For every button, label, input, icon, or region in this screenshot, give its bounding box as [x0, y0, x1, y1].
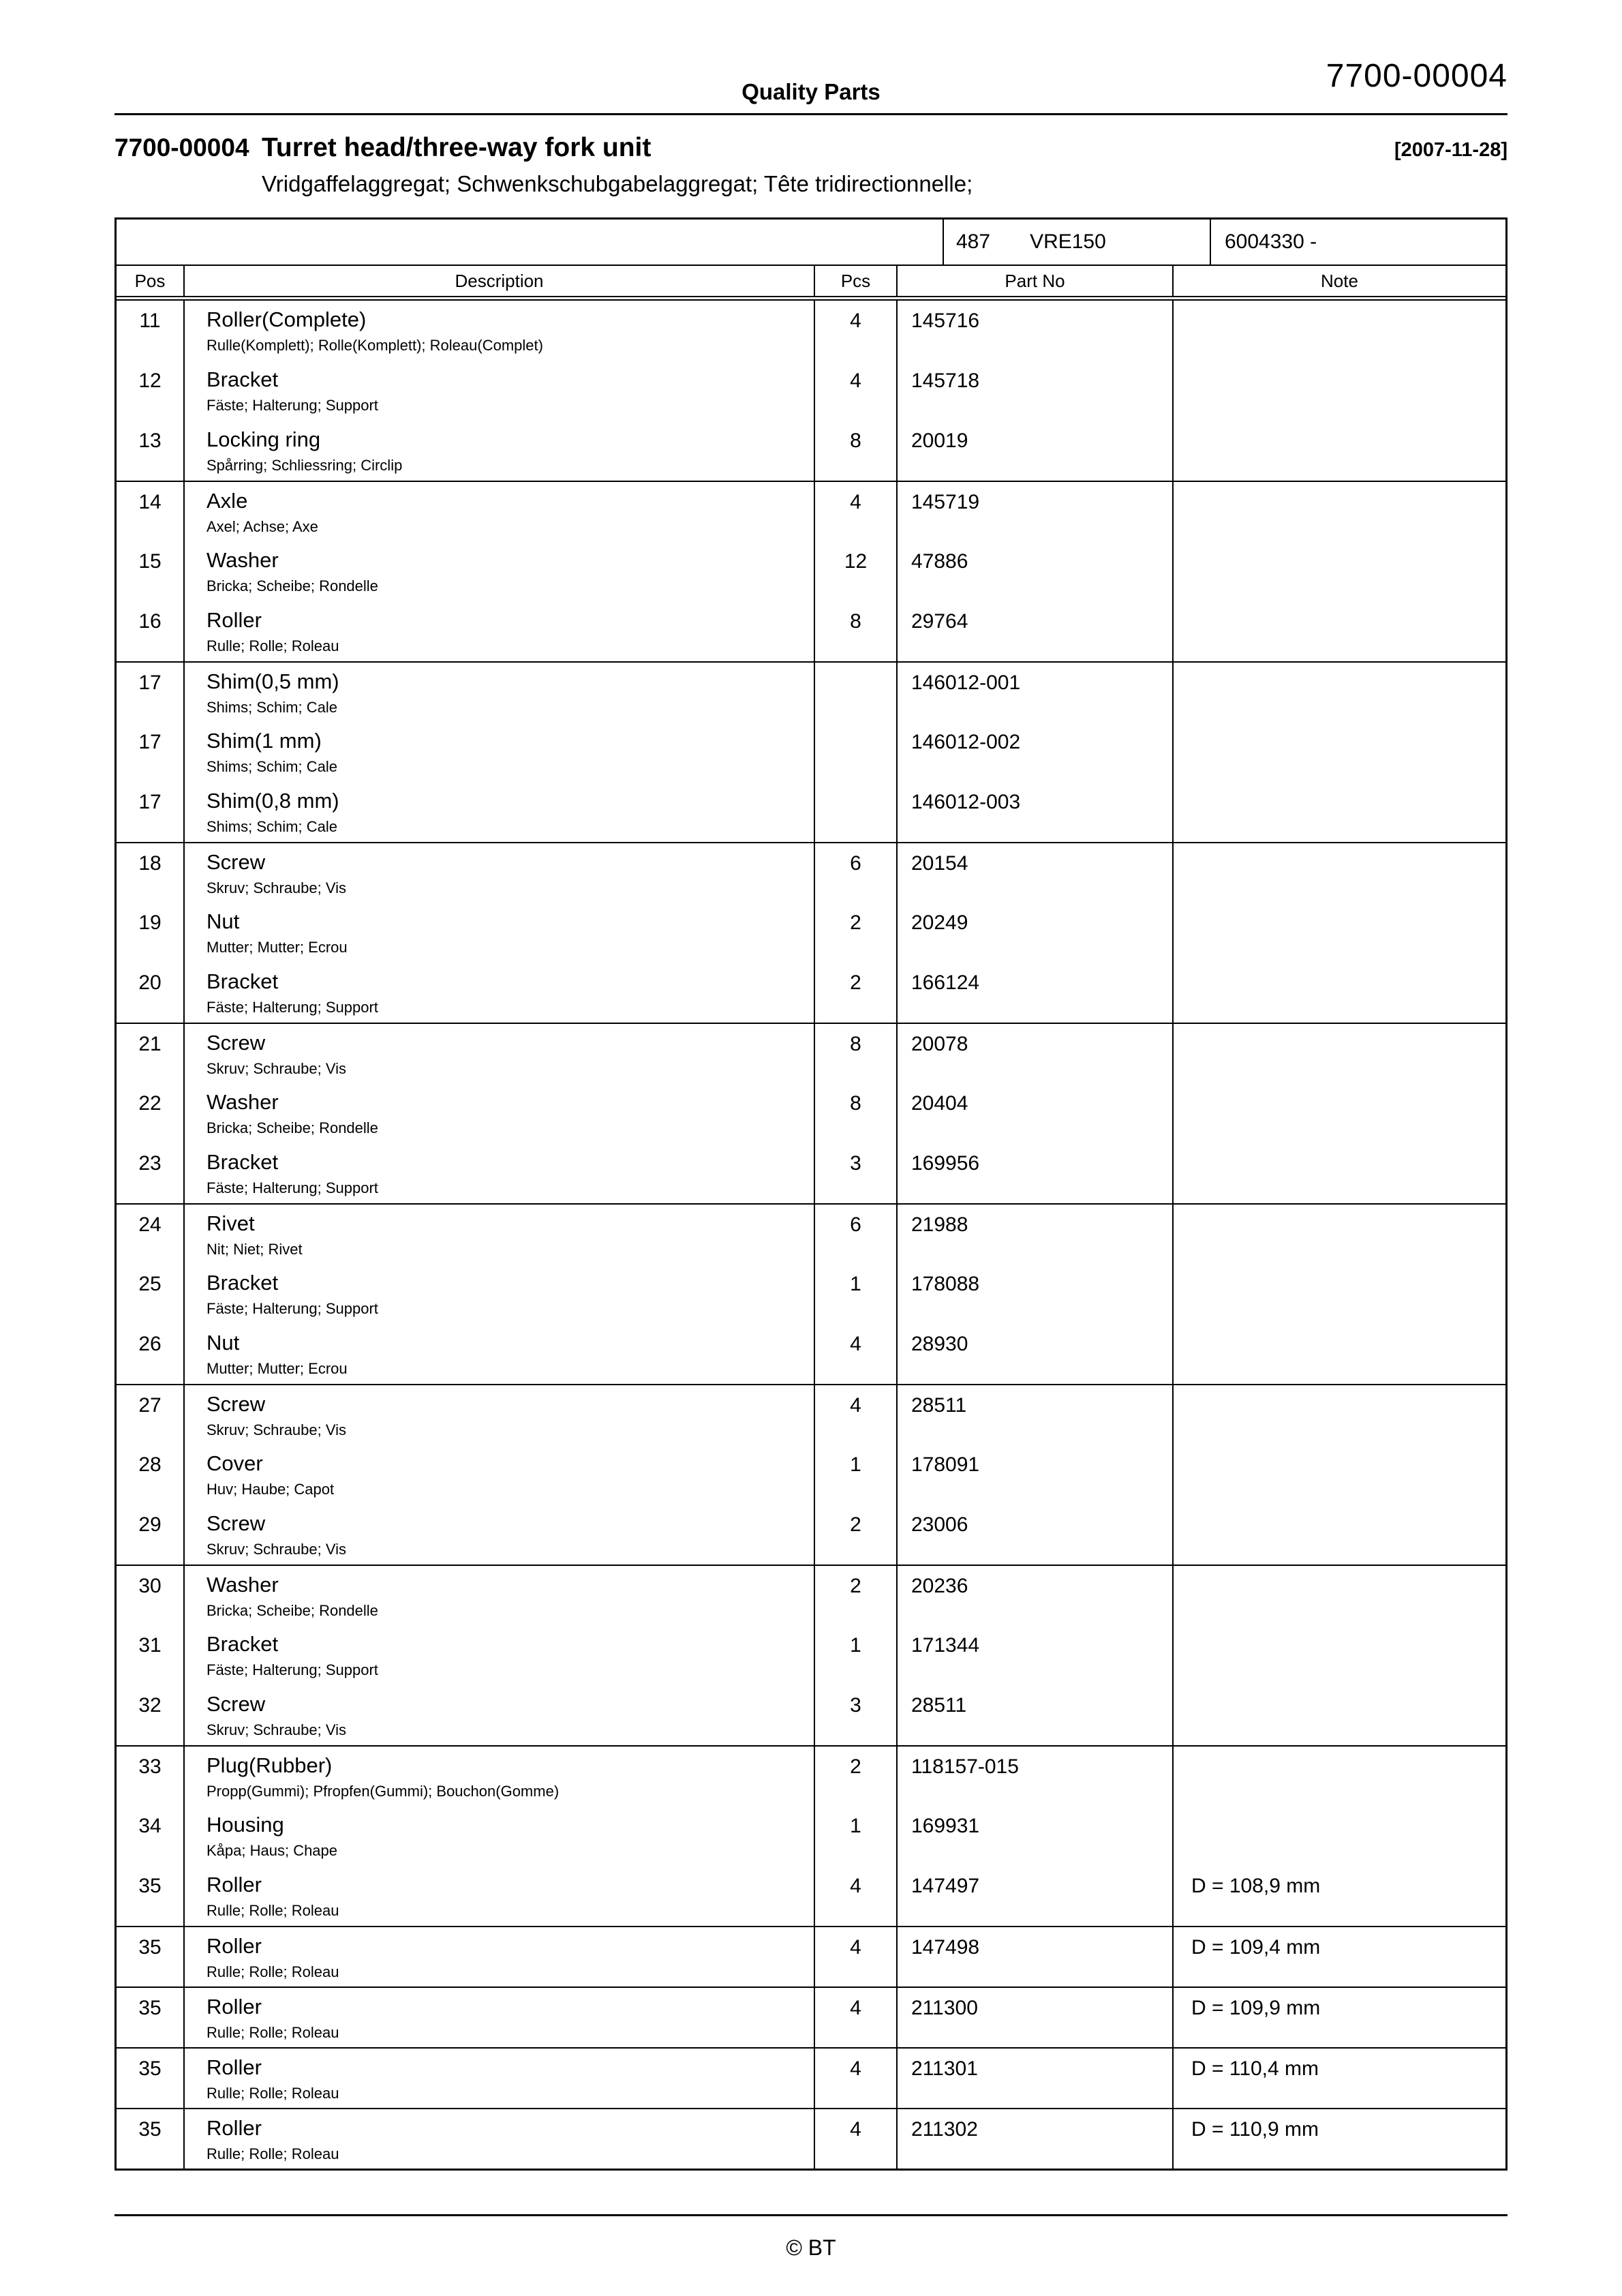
part-name-translations: Kåpa; Haus; Chape — [206, 1842, 338, 1859]
pos-cell: 35 — [117, 1866, 185, 1926]
part-name-translations: Skruv; Schraube; Vis — [206, 879, 347, 896]
pcs-cell: 2 — [815, 903, 898, 963]
model-code: 487 — [956, 230, 991, 253]
pos-cell: 23 — [117, 1143, 185, 1203]
pcs-cell: 8 — [815, 1024, 898, 1083]
table-row — [117, 963, 1505, 1023]
model-name: VRE150 — [1030, 230, 1106, 253]
header-divider — [114, 113, 1508, 115]
note-cell: D = 108,9 mm — [1191, 1875, 1321, 1897]
description-cell — [185, 601, 815, 661]
pos-cell: 13 — [117, 421, 185, 481]
description-cell — [185, 2109, 815, 2169]
part-name-translations: Skruv; Schraube; Vis — [206, 1721, 347, 1738]
pos-cell: 17 — [117, 722, 185, 782]
description-cell — [185, 1143, 815, 1203]
pcs-cell: 4 — [815, 1927, 898, 1987]
part-name: Plug(Rubber) — [206, 1753, 333, 1777]
pcs-cell: 2 — [815, 1747, 898, 1806]
pcs-cell: 4 — [815, 1866, 898, 1926]
partno-cell: 211302 — [898, 2109, 1174, 2169]
pcs-cell: 12 — [815, 541, 898, 601]
part-name-translations: Rulle; Rolle; Roleau — [206, 2145, 339, 2162]
part-name: Washer — [206, 548, 279, 572]
pos-cell: 34 — [117, 1806, 185, 1866]
note-cell — [1174, 1505, 1505, 1565]
pcs-cell: 1 — [815, 1264, 898, 1324]
note-cell — [1174, 903, 1505, 963]
table-row — [117, 601, 1505, 661]
table-row — [117, 1926, 1505, 1987]
footer-copyright: © BT — [786, 2235, 836, 2260]
table-row — [117, 1866, 1505, 1926]
footer-divider — [114, 2214, 1508, 2216]
part-name-translations: Fäste; Halterung; Support — [206, 1300, 378, 1317]
part-name-translations: Fäste; Halterung; Support — [206, 1179, 378, 1196]
description-cell — [185, 1205, 815, 1264]
table-row — [117, 2108, 1505, 2169]
part-name: Locking ring — [206, 427, 321, 451]
part-name: Nut — [206, 1331, 240, 1355]
pcs-cell: 8 — [815, 421, 898, 481]
part-name: Screw — [206, 1511, 266, 1535]
part-name: Shim(0,8 mm) — [206, 789, 339, 813]
pcs-cell: 4 — [815, 1324, 898, 1384]
pos-cell: 11 — [117, 301, 185, 361]
table-row — [117, 1203, 1505, 1264]
part-name-translations: Nit; Niet; Rivet — [206, 1241, 303, 1258]
partno-cell: 20404 — [898, 1083, 1174, 1143]
part-name: Screw — [206, 1692, 266, 1716]
part-name-translations: Huv; Haube; Capot — [206, 1481, 335, 1498]
part-name-translations: Bricka; Scheibe; Rondelle — [206, 577, 378, 594]
meta-blank-cell — [117, 220, 943, 265]
pos-cell: 17 — [117, 663, 185, 722]
description-cell — [185, 1264, 815, 1324]
partno-cell: 147497 — [898, 1866, 1174, 1926]
part-name-translations: Fäste; Halterung; Support — [206, 1661, 378, 1678]
description-cell — [185, 663, 815, 722]
description-cell — [185, 722, 815, 782]
partno-cell: 20236 — [898, 1566, 1174, 1625]
description-cell — [185, 1324, 815, 1384]
description-cell — [185, 421, 815, 481]
description-cell — [185, 1866, 815, 1926]
pos-cell: 29 — [117, 1505, 185, 1565]
table-row — [117, 1806, 1505, 1866]
partno-cell: 20019 — [898, 421, 1174, 481]
description-cell — [185, 1445, 815, 1505]
description-cell — [185, 1747, 815, 1806]
pcs-cell: 8 — [815, 601, 898, 661]
note-cell — [1174, 843, 1505, 903]
table-row — [117, 1625, 1505, 1685]
part-name-translations: Propp(Gummi); Pfropfen(Gummi); Bouchon(Gomme) — [206, 1783, 560, 1800]
partno-cell: 23006 — [898, 1505, 1174, 1565]
part-name-translations: Rulle; Rolle; Roleau — [206, 637, 339, 654]
part-name: Roller — [206, 1873, 262, 1897]
pcs-cell: 1 — [815, 1806, 898, 1866]
part-name-translations: Mutter; Mutter; Ecrou — [206, 939, 348, 956]
part-name: Bracket — [206, 1150, 279, 1174]
note-cell — [1174, 1445, 1505, 1505]
part-name: Washer — [206, 1573, 279, 1597]
pos-cell: 27 — [117, 1385, 185, 1445]
note-cell — [1174, 1205, 1505, 1264]
note-cell — [1174, 782, 1505, 842]
table-row — [117, 1987, 1505, 2047]
partno-cell: 147498 — [898, 1927, 1174, 1987]
description-cell — [185, 2049, 815, 2108]
table-row — [117, 1264, 1505, 1324]
note-cell — [1174, 663, 1505, 722]
partno-cell: 171344 — [898, 1625, 1174, 1685]
description-cell — [185, 1385, 815, 1445]
part-name: Bracket — [206, 1271, 279, 1295]
table-row — [117, 421, 1505, 481]
part-name-translations: Skruv; Schraube; Vis — [206, 1421, 347, 1438]
table-row — [117, 903, 1505, 963]
table-row — [117, 481, 1505, 541]
part-name: Roller — [206, 608, 262, 632]
note-cell — [1174, 1685, 1505, 1745]
pcs-cell: 2 — [815, 1505, 898, 1565]
part-name: Bracket — [206, 969, 279, 993]
part-name: Roller — [206, 1995, 262, 2019]
table-row — [117, 1143, 1505, 1203]
description-cell — [185, 1988, 815, 2047]
table-row — [117, 842, 1505, 903]
description-cell — [185, 963, 815, 1023]
note-cell — [1174, 1385, 1505, 1445]
pos-cell: 35 — [117, 2109, 185, 2169]
note-cell — [1174, 482, 1505, 541]
page-header — [114, 60, 1508, 197]
description-cell — [185, 1566, 815, 1625]
description-cell — [185, 1083, 815, 1143]
pos-cell: 22 — [117, 1083, 185, 1143]
header-row — [114, 60, 1508, 109]
part-name-translations: Axel; Achse; Axe — [206, 518, 318, 535]
part-name-translations: Mutter; Mutter; Ecrou — [206, 1360, 348, 1377]
note-cell — [1174, 1324, 1505, 1384]
part-name: Cover — [206, 1451, 263, 1475]
description-cell — [185, 843, 815, 903]
pcs-cell: 6 — [815, 1205, 898, 1264]
note-cell: D = 110,9 mm — [1191, 2118, 1319, 2141]
part-name-translations: Rulle; Rolle; Roleau — [206, 1902, 339, 1919]
partno-cell: 20249 — [898, 903, 1174, 963]
column-header-description: Description — [185, 266, 815, 296]
column-header-pcs: Pcs — [815, 266, 898, 296]
partno-cell: 211301 — [898, 2049, 1174, 2108]
pcs-cell: 1 — [815, 1625, 898, 1685]
note-cell — [1174, 1143, 1505, 1203]
description-cell — [185, 1806, 815, 1866]
part-name: Shim(1 mm) — [206, 729, 322, 753]
note-cell — [1174, 1024, 1505, 1083]
partno-cell: 178088 — [898, 1264, 1174, 1324]
partno-cell: 169931 — [898, 1806, 1174, 1866]
part-name: Roller — [206, 2116, 262, 2140]
part-name: Roller — [206, 1934, 262, 1958]
part-name-translations: Shims; Schim; Cale — [206, 818, 337, 835]
table-row — [117, 1505, 1505, 1565]
pos-cell: 25 — [117, 1264, 185, 1324]
table-row — [117, 301, 1505, 361]
part-name: Screw — [206, 850, 266, 874]
note-cell — [1174, 963, 1505, 1023]
note-cell — [1174, 541, 1505, 601]
note-cell — [1174, 722, 1505, 782]
description-cell — [185, 541, 815, 601]
pcs-cell: 4 — [815, 2109, 898, 2169]
description-cell — [185, 782, 815, 842]
partno-cell: 145716 — [898, 301, 1174, 361]
pos-cell: 28 — [117, 1445, 185, 1505]
partno-cell: 146012-003 — [898, 782, 1174, 842]
description-cell — [185, 482, 815, 541]
part-name: Housing — [206, 1813, 284, 1837]
note-cell — [1174, 301, 1505, 361]
table-row — [117, 1324, 1505, 1384]
part-name: Roller — [206, 2055, 262, 2079]
pos-cell: 19 — [117, 903, 185, 963]
title-row — [114, 133, 1508, 163]
parts-table — [114, 217, 1508, 2171]
column-header-note: Note — [1321, 270, 1358, 291]
pos-cell: 35 — [117, 2049, 185, 2108]
part-name: Bracket — [206, 367, 279, 391]
partno-cell: 28930 — [898, 1324, 1174, 1384]
title-translations: Vridgaffelaggregat; Schwenkschubgabelaggregat; Tête tridirectionnelle; — [262, 171, 973, 196]
partno-cell: 178091 — [898, 1445, 1174, 1505]
partno-cell: 118157-015 — [898, 1747, 1174, 1806]
pos-cell: 24 — [117, 1205, 185, 1264]
pcs-cell: 8 — [815, 1083, 898, 1143]
pos-cell: 14 — [117, 482, 185, 541]
note-cell: D = 109,4 mm — [1191, 1936, 1321, 1959]
note-cell — [1174, 601, 1505, 661]
part-name-translations: Rulle; Rolle; Roleau — [206, 2024, 339, 2041]
table-row — [117, 1565, 1505, 1625]
description-cell — [185, 903, 815, 963]
table-row — [117, 541, 1505, 601]
pcs-cell: 3 — [815, 1143, 898, 1203]
pos-cell: 31 — [117, 1625, 185, 1685]
table-row — [117, 1023, 1505, 1083]
part-name-translations: Shims; Schim; Cale — [206, 699, 337, 716]
note-cell — [1174, 1566, 1505, 1625]
description-cell — [185, 301, 815, 361]
pcs-cell: 4 — [815, 361, 898, 421]
table-body — [117, 299, 1505, 2169]
part-name: Bracket — [206, 1632, 279, 1656]
table-header-row — [117, 266, 1505, 297]
table-row — [117, 2047, 1505, 2108]
column-header-partno: Part No — [898, 266, 1174, 296]
partno-cell: 28511 — [898, 1685, 1174, 1745]
pos-cell: 33 — [117, 1747, 185, 1806]
part-name: Axle — [206, 489, 248, 513]
title-code: 7700-00004 — [114, 134, 249, 162]
table-row — [117, 661, 1505, 722]
pos-cell: 20 — [117, 963, 185, 1023]
description-cell — [185, 1927, 815, 1987]
note-cell — [1174, 421, 1505, 481]
pos-cell: 15 — [117, 541, 185, 601]
note-cell — [1174, 361, 1505, 421]
note-cell — [1174, 1625, 1505, 1685]
pcs-cell: 2 — [815, 963, 898, 1023]
pcs-cell: 2 — [815, 1566, 898, 1625]
model-meta-row — [117, 220, 1505, 266]
document-number: 7700-00004 — [1326, 58, 1508, 94]
pcs-cell — [815, 663, 898, 722]
part-name: Rivet — [206, 1211, 255, 1235]
part-name-translations: Rulle; Rolle; Roleau — [206, 1963, 339, 1980]
partno-cell: 145718 — [898, 361, 1174, 421]
part-name: Screw — [206, 1392, 266, 1416]
pos-cell: 32 — [117, 1685, 185, 1745]
part-name-translations: Shims; Schim; Cale — [206, 758, 337, 775]
note-cell — [1174, 1806, 1505, 1866]
revision-date: [2007-11-28] — [1394, 139, 1508, 161]
partno-cell: 21988 — [898, 1205, 1174, 1264]
part-name-translations: Skruv; Schraube; Vis — [206, 1060, 347, 1077]
table-row — [117, 1384, 1505, 1445]
part-name: Roller(Complete) — [206, 307, 367, 331]
pcs-cell — [815, 782, 898, 842]
part-name-translations: Rulle; Rolle; Roleau — [206, 2085, 339, 2102]
partno-cell: 20154 — [898, 843, 1174, 903]
part-name-translations: Spårring; Schliessring; Circlip — [206, 457, 403, 474]
pos-cell: 18 — [117, 843, 185, 903]
pos-cell: 16 — [117, 601, 185, 661]
part-name-translations: Bricka; Scheibe; Rondelle — [206, 1119, 378, 1136]
partno-cell: 146012-002 — [898, 722, 1174, 782]
pcs-cell: 4 — [815, 2049, 898, 2108]
pcs-cell: 4 — [815, 1385, 898, 1445]
column-header-pos: Pos — [117, 266, 185, 296]
part-name: Washer — [206, 1090, 279, 1114]
partno-cell: 146012-001 — [898, 663, 1174, 722]
note-cell — [1174, 1264, 1505, 1324]
pcs-cell: 4 — [815, 1988, 898, 2047]
serial-range-cell: 6004330 - — [1210, 220, 1505, 265]
partno-cell: 20078 — [898, 1024, 1174, 1083]
pcs-cell: 4 — [815, 482, 898, 541]
partno-cell: 166124 — [898, 963, 1174, 1023]
partno-cell: 47886 — [898, 541, 1174, 601]
description-cell — [185, 361, 815, 421]
table-row — [117, 361, 1505, 421]
note-cell — [1174, 1747, 1505, 1806]
table-row — [117, 1445, 1505, 1505]
part-name-translations: Bricka; Scheibe; Rondelle — [206, 1602, 378, 1619]
partno-cell: 211300 — [898, 1988, 1174, 2047]
table-row — [117, 722, 1505, 782]
part-name-translations: Fäste; Halterung; Support — [206, 397, 378, 414]
header-brand-text: Quality Parts — [741, 79, 881, 104]
table-row — [117, 1745, 1505, 1806]
pos-cell: 35 — [117, 1927, 185, 1987]
pos-cell: 21 — [117, 1024, 185, 1083]
pos-cell: 26 — [117, 1324, 185, 1384]
table-row — [117, 1083, 1505, 1143]
part-name: Nut — [206, 909, 240, 933]
part-name: Shim(0,5 mm) — [206, 669, 339, 693]
part-name-translations: Skruv; Schraube; Vis — [206, 1541, 347, 1558]
description-cell — [185, 1024, 815, 1083]
partno-cell: 28511 — [898, 1385, 1174, 1445]
note-cell — [1174, 1083, 1505, 1143]
pcs-cell: 6 — [815, 843, 898, 903]
description-cell — [185, 1685, 815, 1745]
pcs-cell — [815, 722, 898, 782]
table-row — [117, 782, 1505, 842]
description-cell — [185, 1505, 815, 1565]
model-cell — [943, 220, 1210, 265]
pos-cell: 12 — [117, 361, 185, 421]
pcs-cell: 3 — [815, 1685, 898, 1745]
pos-cell: 17 — [117, 782, 185, 842]
pcs-cell: 1 — [815, 1445, 898, 1505]
table-row — [117, 1685, 1505, 1745]
pos-cell: 35 — [117, 1988, 185, 2047]
note-cell: D = 110,4 mm — [1191, 2057, 1319, 2080]
description-cell — [185, 1625, 815, 1685]
pos-cell: 30 — [117, 1566, 185, 1625]
partno-cell: 29764 — [898, 601, 1174, 661]
part-name-translations: Rulle(Komplett); Rolle(Komplett); Roleau(Complet) — [206, 337, 543, 354]
part-name: Screw — [206, 1031, 266, 1055]
partno-cell: 169956 — [898, 1143, 1174, 1203]
part-name-translations: Fäste; Halterung; Support — [206, 999, 378, 1016]
pcs-cell: 4 — [815, 301, 898, 361]
note-cell: D = 109,9 mm — [1191, 1997, 1321, 2019]
partno-cell: 145719 — [898, 482, 1174, 541]
page-title: Turret head/three-way fork unit — [262, 133, 652, 162]
